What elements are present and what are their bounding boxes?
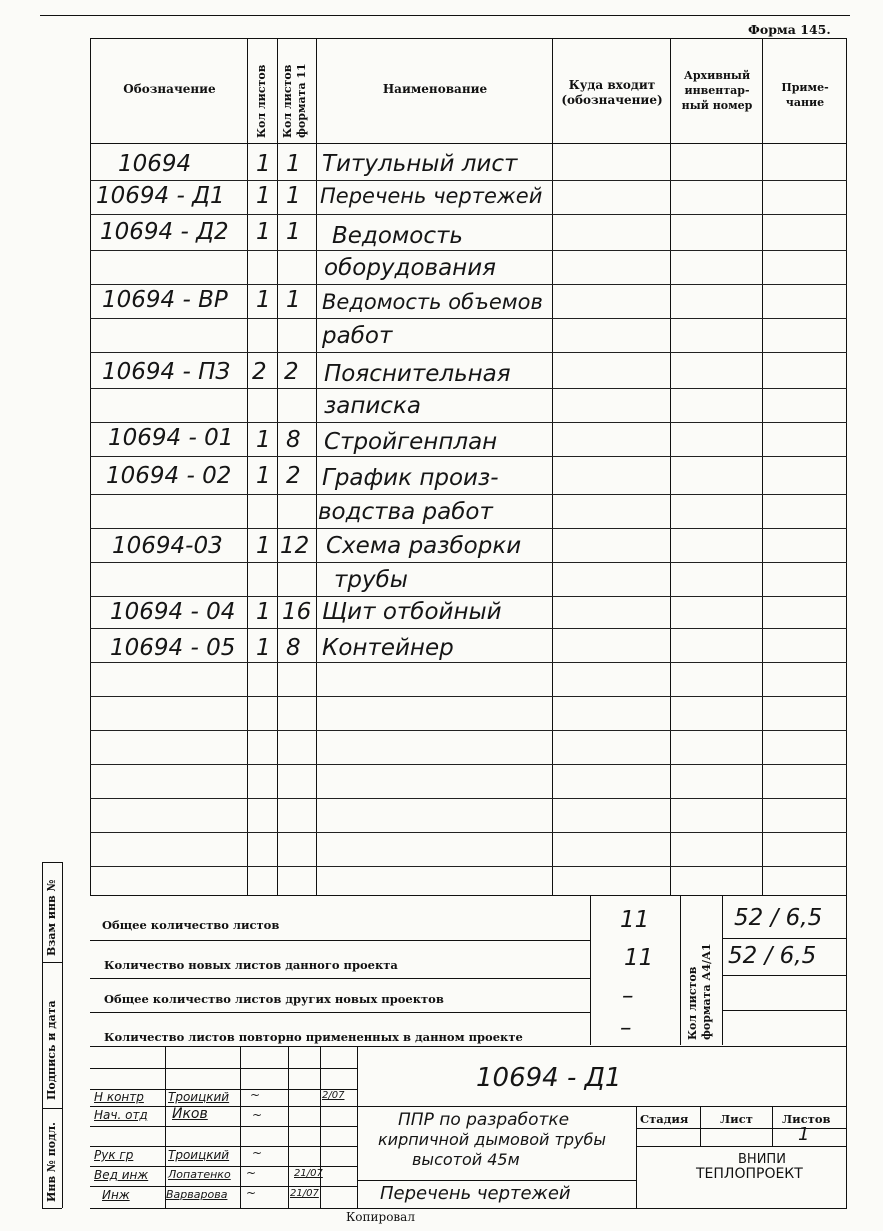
table-row-line — [90, 494, 847, 495]
stamp-code: 10694 - Д1 — [476, 1063, 622, 1093]
row-5-sheets-a11: 2 — [284, 359, 299, 385]
table-row-line — [90, 696, 847, 697]
summary-other-value: – — [622, 983, 634, 1009]
stamp-signature-5: ~ — [246, 1186, 257, 1200]
header-sheets: Кол листов — [255, 64, 268, 138]
row-1-name: Титульный лист — [322, 151, 518, 177]
header-where-line1: Куда входит — [568, 78, 656, 92]
table-row-line — [90, 214, 847, 215]
col-sep-3 — [316, 38, 317, 895]
row-1-sheets: 1 — [256, 151, 271, 177]
row-2-designation: 10694 - Д1 — [96, 183, 225, 209]
stamp-col-1 — [165, 1046, 166, 1208]
header-archive — [672, 68, 762, 113]
summary-line-1 — [90, 940, 590, 941]
header-note-line2: чание — [785, 96, 825, 109]
stamp-col-3 — [288, 1046, 289, 1208]
summary-total-label: Общее количество листов — [102, 918, 280, 932]
stamp-date-5: 21/07 — [290, 1188, 319, 1199]
stamp-project-line3: высотой 45м — [412, 1150, 520, 1169]
margin-strip-bottom — [42, 1208, 62, 1209]
header-sheets-a11 — [281, 42, 309, 138]
stamp-role-5: Инж — [102, 1188, 130, 1202]
header-name: Наименование — [382, 82, 488, 96]
row-1-designation: 10694 — [118, 151, 192, 177]
stamp-col-8 — [772, 1106, 773, 1146]
col-sep-5 — [670, 38, 671, 895]
row-3-name-line2: оборудования — [324, 255, 496, 281]
table-row-line — [90, 866, 847, 867]
table-row-line — [90, 596, 847, 597]
margin-strip-sep-2 — [42, 1108, 62, 1109]
table-row-line — [90, 562, 847, 563]
table-row-line — [90, 832, 847, 833]
table-row-line — [90, 456, 847, 457]
header-top-line — [90, 38, 847, 39]
header-archive-line2: инвентар- — [684, 84, 750, 97]
row-3-name-line1: Ведомость — [332, 223, 463, 249]
stamp-signature-4: ~ — [246, 1166, 257, 1180]
margin-strip-right — [62, 862, 63, 1208]
row-6-designation: 10694 - 01 — [108, 425, 234, 451]
table-row-line — [90, 730, 847, 731]
table-row-line — [90, 318, 847, 319]
header-where-line2: (обозначение) — [561, 93, 663, 107]
stamp-role-3: Рук гр — [94, 1148, 134, 1162]
summary-a4-label-line2: формата А4/А1 — [700, 943, 713, 1040]
row-9-sheets-a11: 16 — [282, 599, 312, 625]
row-2-sheets-a11: 1 — [286, 183, 301, 209]
summary-sep-1 — [590, 895, 591, 1045]
stamp-signature-1: ~ — [250, 1088, 261, 1102]
summary-a4-value-2: 52 / 6,5 — [728, 943, 817, 969]
stamp-org-line2: ТЕПЛОПРОЕКТ — [696, 1166, 803, 1182]
summary-line-3 — [90, 1012, 590, 1013]
row-5-name-line1: Пояснительная — [324, 361, 511, 387]
header-bottom-line — [90, 143, 847, 144]
summary-bottom-line — [90, 1046, 847, 1047]
margin-strip-top — [42, 862, 62, 863]
form-label: Форма 145. — [748, 22, 831, 37]
row-1-sheets-a11: 1 — [286, 151, 301, 177]
stamp-row-4 — [90, 1126, 357, 1127]
row-8-name-line1: Схема разборки — [326, 533, 522, 559]
summary-sep-3 — [722, 895, 723, 1045]
stamp-date-1: 2/07 — [322, 1090, 345, 1101]
summary-new-label: Количество новых листов данного проекта — [104, 958, 398, 972]
summary-a4-label — [686, 943, 714, 1040]
header-where — [554, 78, 670, 108]
stamp-name-5: Варварова — [166, 1188, 228, 1201]
stamp-row-7b — [357, 1180, 636, 1181]
row-7-sheets: 1 — [256, 463, 271, 489]
stamp-row-5 — [90, 1146, 357, 1147]
row-2-name: Перечень чертежей — [320, 184, 543, 208]
stamp-row-6 — [90, 1166, 357, 1167]
row-8-name-line2: трубы — [334, 567, 408, 593]
footer-text: Копировал — [346, 1210, 415, 1224]
summary-other-label: Общее количество листов других новых проектов — [104, 992, 444, 1006]
summary-new-value: 11 — [624, 945, 654, 971]
stamp-row-1 — [90, 1068, 357, 1069]
stamp-date-4: 21/07 — [294, 1168, 323, 1179]
row-5-sheets: 2 — [252, 359, 267, 385]
stamp-role-1: Н контр — [94, 1090, 144, 1104]
row-3-sheets-a11: 1 — [286, 219, 301, 245]
col-sep-1 — [247, 38, 248, 895]
col-sep-4 — [552, 38, 553, 895]
row-7-sheets-a11: 2 — [286, 463, 301, 489]
summary-top-line — [90, 895, 847, 896]
table-row-line — [90, 798, 847, 799]
header-note-line1: Приме- — [781, 81, 829, 94]
header-archive-line1: Архивный — [683, 69, 751, 82]
summary-a4-label-line1: Кол листов — [686, 966, 699, 1040]
stamp-role-4: Вед инж — [94, 1168, 149, 1182]
table-row-line — [90, 628, 847, 629]
stamp-name-4: Лопатенко — [168, 1168, 231, 1181]
row-5-name-line2: записка — [324, 393, 421, 419]
summary-reused-value: – — [620, 1015, 632, 1041]
row-3-designation: 10694 - Д2 — [100, 219, 229, 245]
row-10-sheets: 1 — [256, 635, 271, 661]
table-row-line — [90, 528, 847, 529]
table-row-line — [90, 764, 847, 765]
stamp-row-7 — [90, 1186, 357, 1187]
stamp-org-line1: ВНИПИ — [738, 1152, 786, 1167]
stamp-col-7 — [700, 1106, 701, 1146]
header-designation: Обозначение — [123, 82, 216, 96]
row-6-sheets: 1 — [256, 427, 271, 453]
summary-line-3b — [722, 1010, 846, 1011]
summary-line-2b — [722, 975, 846, 976]
table-row-line — [90, 250, 847, 251]
stamp-signature-3: ~ — [252, 1146, 263, 1160]
row-4-designation: 10694 - ВР — [102, 287, 228, 313]
row-8-sheets-a11: 12 — [280, 533, 310, 559]
margin-strip-sep-1 — [42, 962, 62, 963]
row-10-name: Контейнер — [322, 635, 454, 661]
stamp-row-5b — [636, 1146, 846, 1147]
stamp-stage-label: Стадия — [640, 1112, 689, 1126]
stamp-name-3: Троицкий — [168, 1148, 230, 1162]
row-7-designation: 10694 - 02 — [106, 463, 232, 489]
stamp-doc-title: Перечень чертежей — [380, 1183, 571, 1204]
stamp-project-line1: ППР по разработке — [398, 1110, 570, 1130]
margin-label-vzam: Взам инв № — [45, 879, 58, 956]
row-9-name: Щит отбойный — [322, 599, 502, 625]
top-border-line — [40, 15, 850, 16]
row-9-sheets: 1 — [256, 599, 271, 625]
row-3-sheets: 1 — [256, 219, 271, 245]
stamp-sheets-value: 1 — [798, 1124, 810, 1145]
stamp-col-5 — [357, 1046, 358, 1208]
stamp-col-6 — [636, 1106, 637, 1208]
row-4-sheets: 1 — [256, 287, 271, 313]
summary-reused-label: Количество листов повторно примененных в данном проекте — [104, 1030, 523, 1044]
stamp-project-line2: кирпичной дымовой трубы — [378, 1130, 606, 1149]
stamp-col-4 — [320, 1046, 321, 1208]
frame-left — [90, 38, 91, 895]
stamp-row-4b — [636, 1128, 846, 1129]
row-4-name-line2: работ — [322, 323, 393, 349]
stamp-sheet-label: Лист — [720, 1112, 753, 1126]
row-8-designation: 10694-03 — [112, 533, 223, 559]
row-5-designation: 10694 - ПЗ — [102, 359, 231, 385]
stamp-signature-2: ~ — [252, 1108, 263, 1122]
header-note — [764, 80, 846, 110]
summary-total-value: 11 — [620, 907, 650, 933]
stamp-name-2: Иков — [172, 1106, 208, 1122]
stamp-name-1: Троицкий — [168, 1090, 230, 1104]
row-2-sheets: 1 — [256, 183, 271, 209]
margin-strip-left — [42, 862, 43, 1208]
margin-label-podpis: Подпись и дата — [45, 1000, 58, 1100]
summary-sep-2 — [680, 895, 681, 1045]
table-row-line — [90, 422, 847, 423]
stamp-col-2 — [240, 1046, 241, 1208]
col-sep-6 — [762, 38, 763, 895]
row-4-name-line1: Ведомость объемов — [322, 290, 543, 314]
stamp-role-2: Нач. отд — [94, 1108, 148, 1122]
row-10-sheets-a11: 8 — [286, 635, 301, 661]
table-row-line — [90, 662, 847, 663]
table-row-line — [90, 180, 847, 181]
margin-label-inv: Инв № подл. — [45, 1121, 58, 1202]
row-6-sheets-a11: 8 — [286, 427, 301, 453]
row-7-name-line1: График произ- — [322, 465, 499, 491]
stamp-bottom — [90, 1208, 847, 1209]
row-6-name: Стройгенплан — [324, 429, 498, 455]
table-row-line — [90, 388, 847, 389]
summary-a4-value-1: 52 / 6,5 — [734, 905, 823, 931]
header-archive-line3: ный номер — [681, 99, 753, 112]
row-10-designation: 10694 - 05 — [110, 635, 236, 661]
table-row-line — [90, 284, 847, 285]
row-7-name-line2: водства работ — [318, 499, 493, 525]
summary-line-1b — [722, 938, 846, 939]
header-sheets-a11-text: Кол листов формата 11 — [281, 63, 308, 138]
stamp-sheets-label: Листов — [782, 1112, 831, 1126]
row-4-sheets-a11: 1 — [286, 287, 301, 313]
row-8-sheets: 1 — [256, 533, 271, 559]
summary-line-2 — [90, 978, 590, 979]
table-row-line — [90, 352, 847, 353]
row-9-designation: 10694 - 04 — [110, 599, 236, 625]
col-sep-2 — [277, 38, 278, 895]
